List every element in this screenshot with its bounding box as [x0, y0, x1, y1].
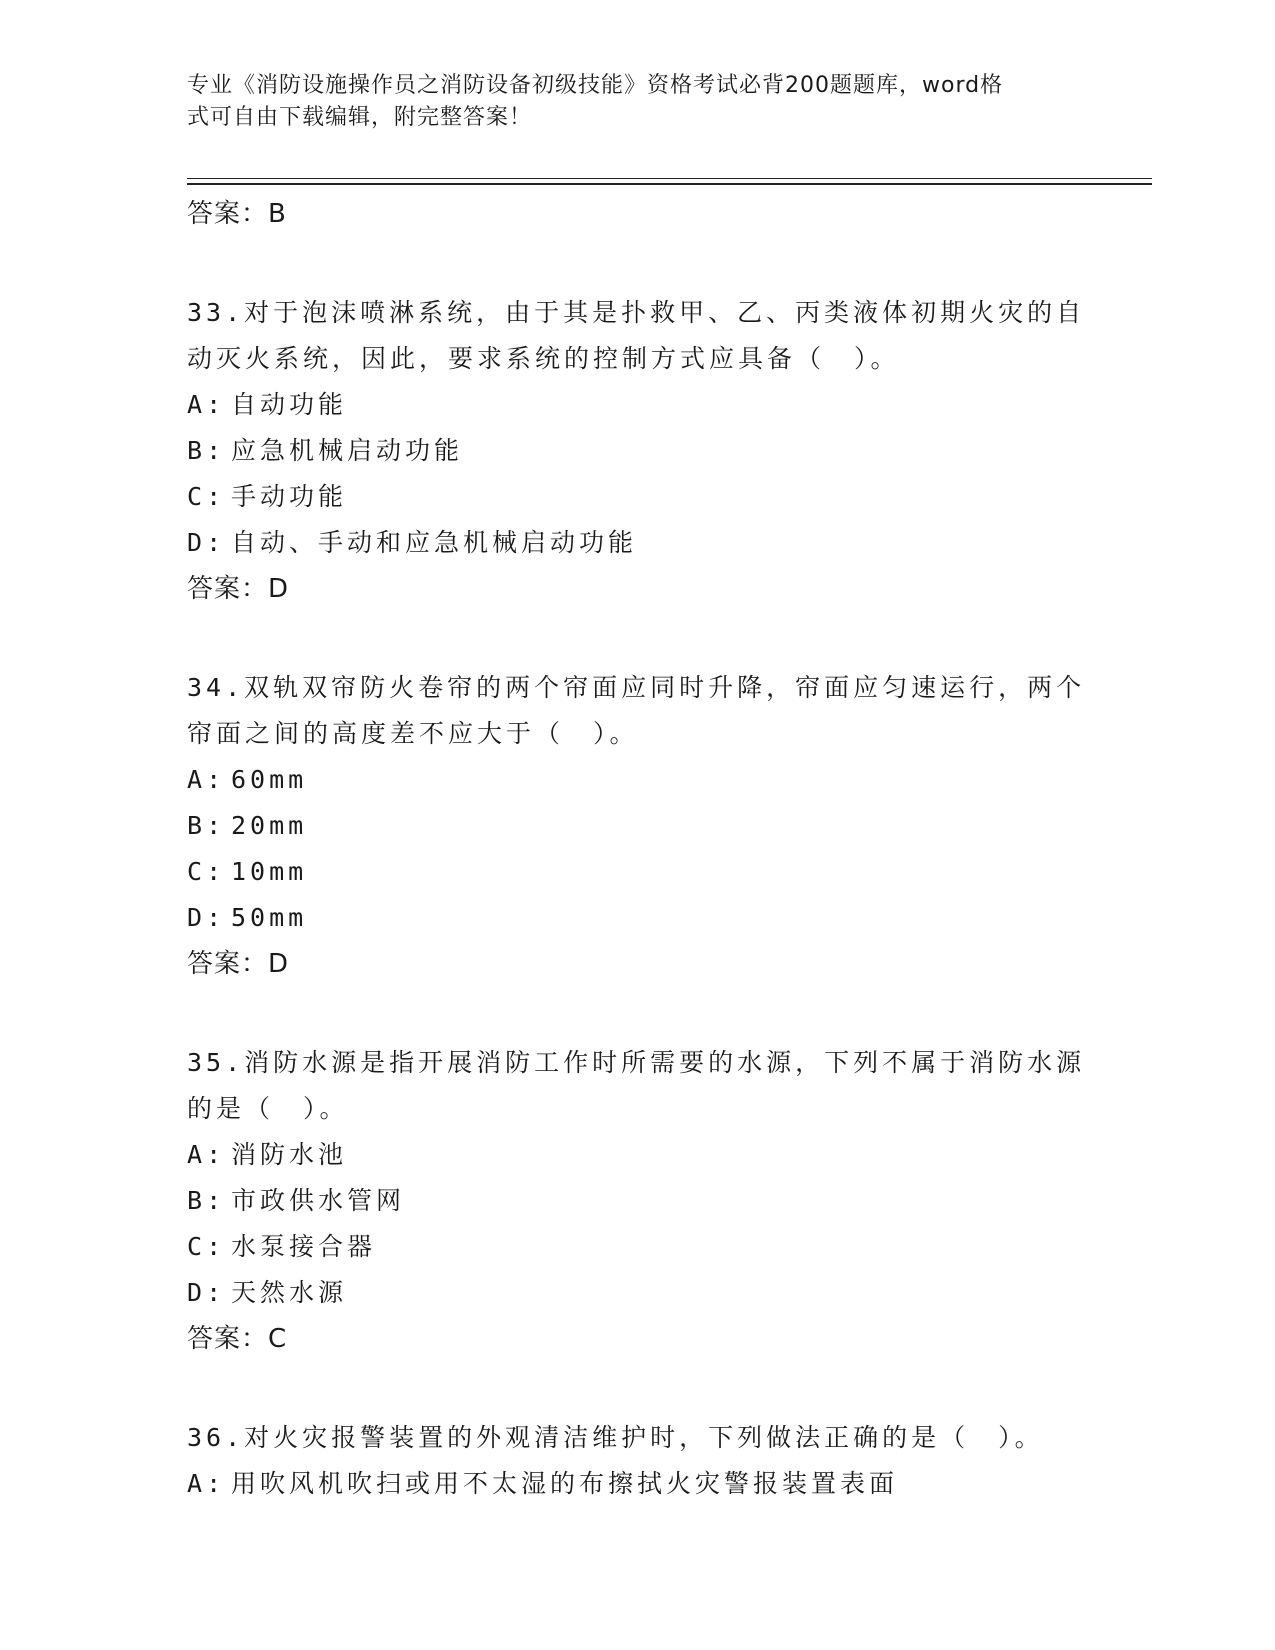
option-a — [187, 1132, 1087, 1178]
option-b — [187, 803, 1087, 849]
option-text: 手动功能 — [231, 482, 348, 511]
option-key: B : — [187, 1178, 231, 1224]
option-d — [187, 520, 1087, 566]
option-a — [187, 382, 1087, 428]
option-text: 60mm — [231, 765, 308, 794]
option-text: 市政供水管网 — [231, 1186, 406, 1215]
option-key: C : — [187, 849, 231, 895]
option-key: D : — [187, 895, 231, 941]
option-b — [187, 428, 1087, 474]
answer-line: 答案：C — [187, 1324, 288, 1354]
option-d — [187, 1270, 1087, 1316]
question-36 — [187, 1415, 1087, 1507]
option-text: 水泵接合器 — [231, 1232, 377, 1261]
question-list — [187, 191, 1087, 1507]
question-stem: 33.对于泡沫喷淋系统，由于其是扑救甲、乙、丙类液体初期火灾的自动灭火系统，因此，要求系统的控制方式应具备（ ）。 — [187, 298, 1086, 373]
question-stem: 35.消防水源是指开展消防工作时所需要的水源，下列不属于消防水源的是（ ）。 — [187, 1048, 1086, 1123]
answer-line: 答案：B — [187, 199, 287, 229]
option-a — [187, 757, 1087, 803]
option-key: D : — [187, 520, 231, 566]
question-34 — [187, 665, 1087, 984]
option-text: 自动、手动和应急机械启动功能 — [231, 528, 638, 557]
option-text: 50mm — [231, 903, 308, 932]
option-key: A : — [187, 1132, 231, 1178]
option-key: C : — [187, 1224, 231, 1270]
option-c — [187, 474, 1087, 520]
option-d — [187, 895, 1087, 941]
answer-line: 答案：D — [187, 949, 290, 979]
question-35 — [187, 1040, 1087, 1359]
answer-line: 答案：D — [187, 574, 290, 604]
option-key: A : — [187, 382, 231, 428]
option-text: 消防水池 — [231, 1140, 348, 1169]
header-title-line-1: 专业《消防设施操作员之消防设备初级技能》资格考试必背200题题库，word格 — [187, 73, 1004, 98]
option-a — [187, 1461, 1087, 1507]
question-stem: 36.对火灾报警装置的外观清洁维护时，下列做法正确的是（ ）。 — [187, 1423, 1044, 1452]
option-key: D : — [187, 1270, 231, 1316]
option-text: 20mm — [231, 811, 308, 840]
document-header — [187, 70, 1067, 134]
option-text: 天然水源 — [231, 1278, 348, 1307]
option-c — [187, 849, 1087, 895]
option-text: 应急机械启动功能 — [231, 436, 464, 465]
question-stem: 34.双轨双帘防火卷帘的两个帘面应同时升降，帘面应匀速运行，两个帘面之间的高度差不应大于（ ）。 — [187, 673, 1086, 748]
option-text: 用吹风机吹扫或用不太湿的布擦拭火灾警报装置表面 — [231, 1469, 899, 1498]
header-divider-thick — [187, 183, 1152, 185]
header-title-line-2: 式可自由下载编辑，附完整答案！ — [187, 105, 533, 130]
question-33 — [187, 290, 1087, 609]
option-key: B : — [187, 428, 231, 474]
option-key: A : — [187, 757, 231, 803]
option-key: B : — [187, 803, 231, 849]
option-text: 10mm — [231, 857, 308, 886]
option-key: A : — [187, 1461, 231, 1507]
option-key: C : — [187, 474, 231, 520]
option-c — [187, 1224, 1087, 1270]
option-b — [187, 1178, 1087, 1224]
header-divider-thin — [187, 178, 1152, 179]
option-text: 自动功能 — [231, 390, 348, 419]
